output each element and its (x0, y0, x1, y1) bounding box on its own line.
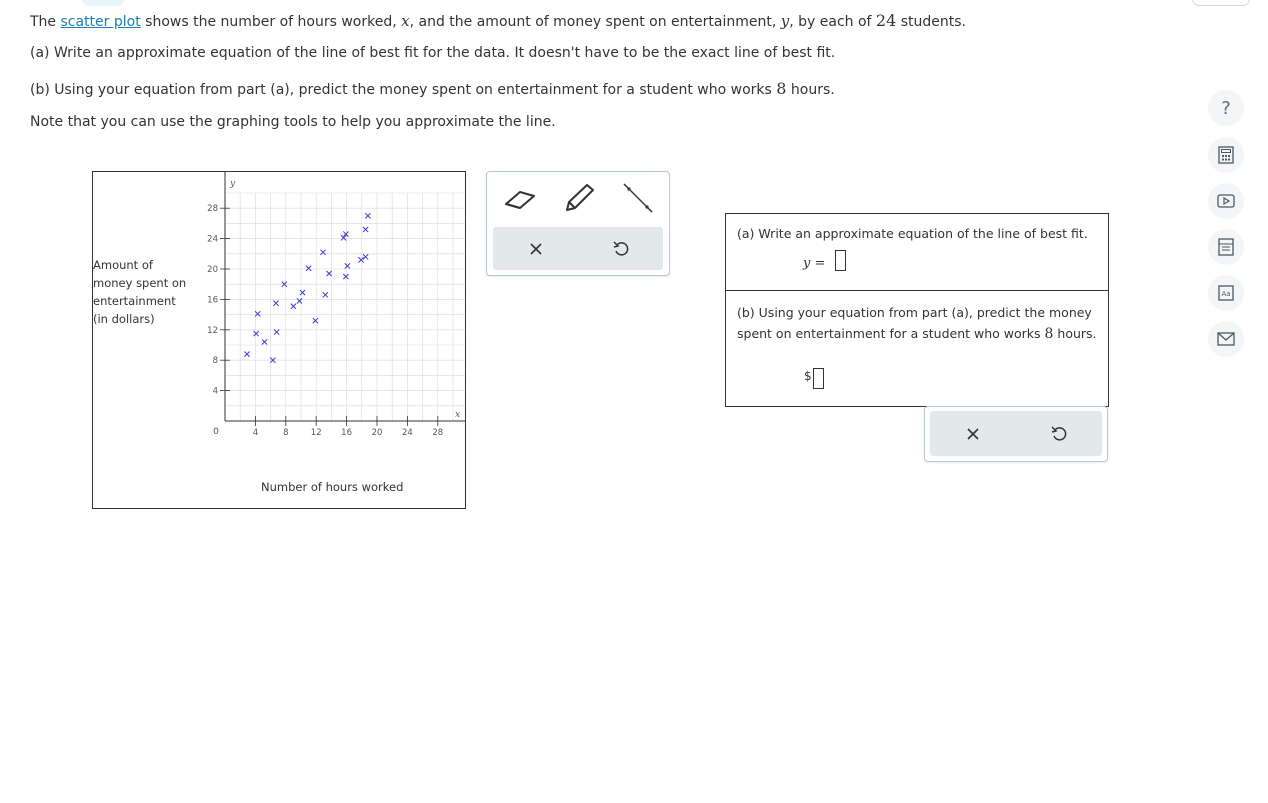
part-a-instruction: (a) Write an approximate equation of the line of best fit for the data. It doesn't have to be the exact line of best fit. (30, 45, 836, 61)
graph-tools-panel (486, 171, 670, 276)
data-point (358, 257, 363, 262)
textbook-icon (1218, 238, 1234, 256)
part-a-section (726, 214, 1108, 291)
eraser-icon[interactable] (503, 184, 537, 212)
part-a-prompt: (a) Write an approximate equation of the line of best fit. (737, 226, 1088, 241)
scatter-plot-link[interactable]: scatter plot (60, 14, 141, 30)
calculator-button[interactable] (1208, 137, 1244, 173)
part-b-text: (b) Using your equation from part (a), predict the money spent on entertainment for a student who works (30, 82, 777, 98)
x-tick-label: 20 (371, 428, 383, 438)
equation-lhs: y (803, 256, 811, 271)
help-icon: ? (1221, 97, 1231, 119)
part-b-text: hours. (786, 82, 835, 98)
scatter-plot-canvas[interactable] (93, 172, 465, 508)
equation-prefix (803, 256, 825, 271)
intro-text: shows the number of hours worked, (140, 14, 402, 30)
x-tick-label: 12 (310, 428, 322, 438)
data-point (300, 290, 305, 295)
calculator-icon (1218, 146, 1234, 164)
pencil-icon[interactable] (563, 182, 595, 214)
data-point (262, 339, 267, 344)
answer-actions-bar (930, 411, 1102, 456)
video-button[interactable] (1208, 183, 1244, 219)
origin-label: 0 (213, 427, 219, 437)
data-point (320, 250, 325, 255)
part-b-section (726, 291, 1108, 406)
part-b-instruction (30, 79, 835, 98)
glossary-icon (1218, 285, 1234, 301)
hours-value: 8 (776, 79, 787, 98)
data-point (323, 292, 328, 297)
var-x: x (401, 12, 410, 30)
y-tick-label: 16 (207, 295, 218, 306)
x-tick-label: 8 (283, 428, 289, 438)
line-tool-icon[interactable] (621, 182, 655, 214)
data-point (291, 304, 296, 309)
y-tick-label: 12 (207, 325, 218, 336)
prediction-input[interactable] (813, 368, 824, 389)
close-icon[interactable] (529, 242, 543, 256)
intro-text: , and the amount of money spent on entertainment, (409, 14, 781, 30)
data-points (244, 213, 370, 363)
part-b-prompt (737, 302, 1097, 345)
part-b-line1: (b) Using your equation from part (a), predict the money (737, 305, 1092, 320)
y-tick-label: 8 (212, 356, 218, 367)
y-tick-label: 4 (212, 386, 218, 397)
y-tick-label: 20 (207, 265, 218, 275)
answer-actions-panel (924, 406, 1108, 462)
data-point (274, 329, 279, 334)
intro-text: , by each of (789, 14, 876, 30)
data-point (255, 311, 260, 316)
part-b-hours: 8 (1044, 326, 1054, 342)
undo-icon[interactable] (613, 240, 629, 257)
data-point (363, 227, 368, 232)
data-point (327, 271, 332, 276)
help-button[interactable] (1208, 90, 1244, 126)
x-tick-label: 16 (341, 428, 353, 438)
y-axis-label: Amount of money spent on entertainment (in dollars) (93, 258, 187, 326)
intro-text: The (30, 14, 61, 30)
data-point (273, 301, 278, 306)
glossary-button[interactable] (1208, 275, 1244, 311)
dollar-sign: $ (804, 369, 812, 383)
y-var-label: y (230, 179, 236, 189)
note-text: Note that you can use the graphing tools to help you approximate the line. (30, 114, 556, 130)
equals-sign: = (810, 256, 826, 271)
undo-icon[interactable] (1051, 425, 1067, 442)
glossary-label: Aa (1221, 290, 1231, 298)
part-b-line2: spent on entertainment for a student who works (737, 326, 1045, 341)
textbook-button[interactable] (1208, 229, 1244, 265)
scatter-plot-graph[interactable] (92, 171, 466, 509)
answer-box (725, 213, 1109, 407)
data-point (244, 352, 249, 357)
part-b-line2-end: hours. (1053, 326, 1097, 341)
top-tab-fragment (82, 0, 124, 6)
data-point (365, 213, 370, 218)
video-icon (1217, 194, 1235, 208)
equation-input[interactable] (835, 250, 846, 271)
x-var-label: x (455, 410, 461, 420)
data-point (345, 263, 350, 268)
top-button-fragment (1192, 0, 1250, 6)
grid-lines (225, 193, 465, 421)
x-tick-label: 28 (432, 428, 444, 438)
intro-text: students. (896, 14, 966, 30)
y-tick-label: 28 (207, 204, 218, 215)
x-tick-label: 24 (401, 428, 413, 438)
y-tick-label: 24 (207, 234, 218, 245)
var-y: y (780, 12, 790, 30)
data-point (343, 274, 348, 279)
graph-actions-bar (493, 227, 663, 270)
student-count: 24 (875, 11, 897, 30)
x-axis-label: Number of hours worked (261, 480, 404, 494)
x-tick-label: 4 (252, 428, 259, 438)
data-point (363, 254, 368, 259)
data-point (313, 318, 318, 323)
axis-ticks (207, 204, 443, 438)
email-icon (1217, 332, 1235, 346)
email-button[interactable] (1208, 321, 1244, 357)
data-point (306, 266, 311, 271)
data-point (254, 331, 259, 336)
close-icon[interactable] (966, 427, 980, 441)
intro-paragraph (30, 11, 966, 30)
